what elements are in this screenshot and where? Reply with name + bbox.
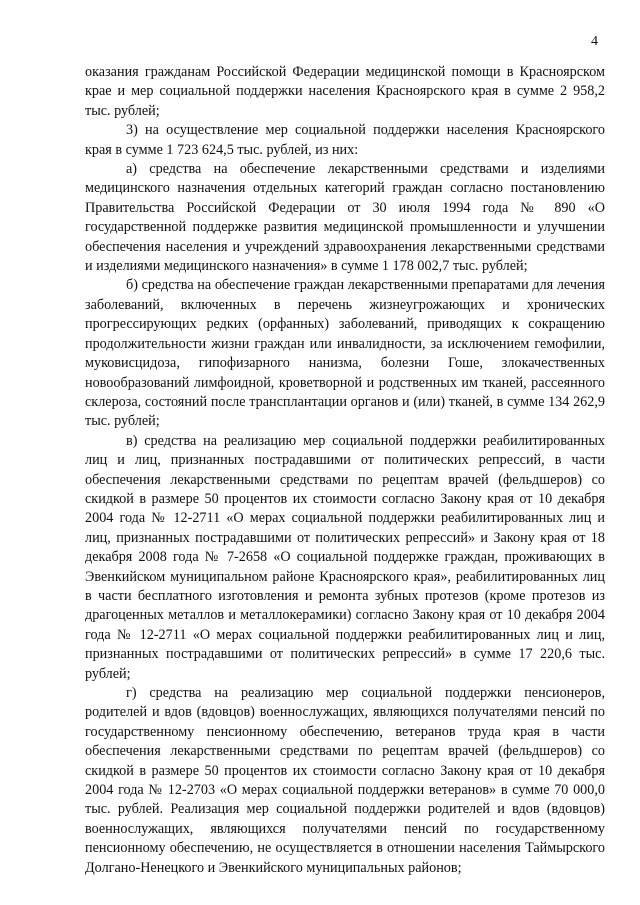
document-body xyxy=(85,63,605,878)
paragraph-item-3: 3) на осуществление мер социальной поддержки населения Красноярского края в сумме 1 723 624,5 тыс. рублей, из них: xyxy=(85,122,605,158)
page-number: 4 xyxy=(591,34,598,49)
paragraph-subitem-v: в) средства на реализацию мер социальной поддержки реабилитированных лиц и лиц, признанных пострадавшими от политических репрессий, в части обеспечения лекарственными средствами по рецептам врачей (фельдшеров) со скидкой в размере 50 процентов их стоимости согласно Закону края от 10 декабря 2004 года № 12-2711 «О мерах социальной поддержки реабилитированных лиц и лиц, признанных пострадавшими от политических репрессий» и Закону края от 18 декабря 2008 года № 7-2658 «О социальной поддержке граждан, проживающих в Эвенкийском муниципальном районе Красноярского края», реабилитированных лиц в части бесплатного изготовления и ремонта зубных протезов (кроме протезов из драгоценных металлов и металлокерамики) согласно Закону края от 10 декабря 2004 года № 12-2711 «О мерах социальной поддержки реабилитированных лиц и лиц, признанных пострадавшими от политических репрессий» в сумме 17 220,6 тыс. рублей; xyxy=(85,432,605,682)
paragraph-continuation: оказания гражданам Российской Федерации медицинской помощи в Красноярском крае и мер социальной поддержки населения Красноярского края в сумме 2 958,2 тыс. рублей; xyxy=(85,64,605,119)
paragraph-subitem-a: а) средства на обеспечение лекарственными средствами и изделиями медицинского назначения отдельных категорий граждан согласно постановлению Правительства Российской Федерации от 30 июля 1994 года № 890 «О государственной поддержке развития медицинской промышленности и улучшении обеспечения населения и учреждений здравоохранения лекарственными средствами и изделиями медицинского назначения» в сумме 1 178 002,7 тыс. рублей; xyxy=(85,161,605,275)
paragraph-subitem-g: г) средства на реализацию мер социальной поддержки пенсионеров, родителей и вдов (вдовцов) военнослужащих, являющихся получателями пенсий по государственному пенсионному обеспечению, ветеранов труда края в части обеспечения лекарственными средствами по рецептам врачей (фельдшеров) со скидкой в размере 50 процентов их стоимости согласно Закону края от 10 декабря 2004 года № 12-2703 «О мерах социальной поддержки ветеранов» в сумме 70 000,0 тыс. рублей. Реализация мер социальной поддержки родителей и вдов (вдовцов) военнослужащих, являющихся получателями пенсий по государственному пенсионному обеспечению, не осуществляется в отношении населения Таймырского Долгано-Ненецкого и Эвенкийского муниципальных районов; xyxy=(85,685,605,876)
paragraph-subitem-b: б) средства на обеспечение граждан лекарственными препаратами для лечения заболеваний, включенных в перечень жизнеугрожающих и хронических прогрессирующих редких (орфанных) заболеваний, приводящих к сокращению продолжительности жизни граждан или инвалидности, за исключением гемофилии, муковисцидоза, гипофизарного нанизма, болезни Гоше, злокачественных новообразований лимфоидной, кроветворной и родственных им тканей, рассеянного склероза, состояний после трансплантации органов и (или) тканей, в сумме 134 262,9 тыс. рублей; xyxy=(85,277,605,430)
